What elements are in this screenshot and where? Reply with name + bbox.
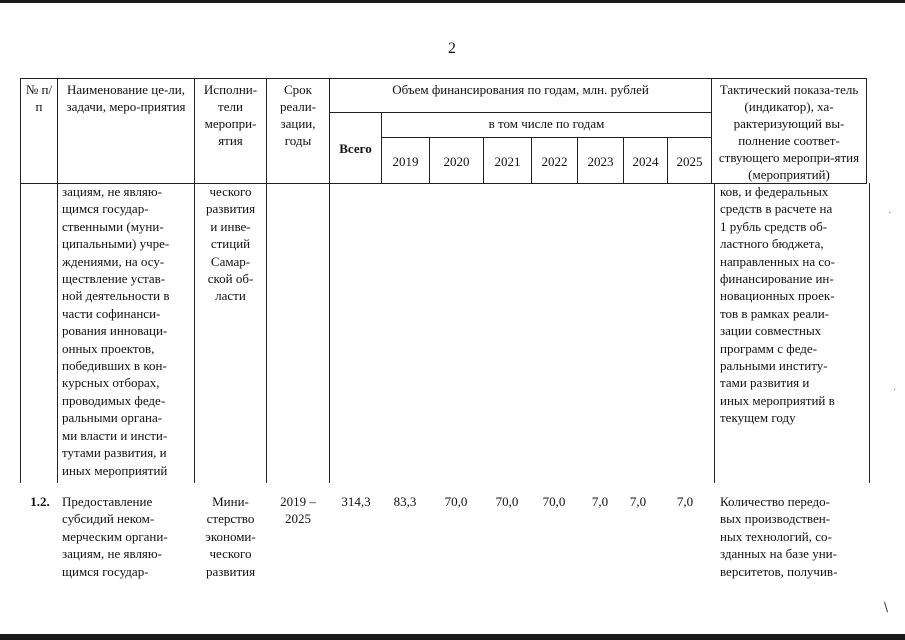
header-term: Срок реали-зации, годы — [267, 79, 330, 184]
header-year-2024: 2024 — [624, 138, 668, 184]
scan-speck: · — [893, 385, 897, 396]
header-year-2023: 2023 — [578, 138, 624, 184]
header-num: № п/п — [21, 79, 58, 184]
row-total-value: 314,3 — [341, 494, 371, 509]
scan-speck: ⸼ — [889, 203, 892, 214]
row-value-2024: 7,0 — [629, 494, 647, 509]
row-term-text: 2019 – 2025 — [280, 494, 316, 527]
header-year-2020: 2020 — [430, 138, 484, 184]
column-rule — [194, 183, 195, 483]
scan-top-edge — [0, 0, 905, 3]
header-year-2021: 2021 — [484, 138, 532, 184]
row-value-2022: 70,0 — [542, 494, 566, 509]
row-number: 1.2. — [30, 494, 50, 509]
row-value-2021: 70,0 — [495, 494, 519, 509]
row-value-2020: 70,0 — [444, 494, 468, 509]
row-name-text: Предоставление субсидий неком- мерческим органи- зациям, не являю- щимся государ- — [62, 494, 168, 579]
header-name: Наименование це-ли, задачи, меро-приятия — [58, 79, 195, 184]
continued-executor-text: ческого развития и инве- стиций Самар- ской об- ласти — [205, 184, 256, 304]
row-indicator-text: Количество передо- вых производствен- ных технологий, со- зданных на базе уни- верситетов, получив- — [720, 494, 838, 579]
header-indicator: Тактический показа-тель (индикатор), ха-рактеризующий вы-полнение соответ-ствующего меропри-ятия (мероприятий) — [712, 79, 867, 184]
header-funding: Объем финансирования по годам, млн. рублей — [330, 79, 712, 113]
column-rule — [20, 183, 21, 483]
continued-name-text: зациям, не являю- щимся государ- ственными (муни- ципальными) учре- ждениями, на осу- ществление устав- ной деятельности в части софинанси- рования инноваци- онных проектов, победивших в кон- курсных отборах, проводимых феде- ральными органа- ми власти и инсти- тутами развития, и иных мероприятий — [62, 184, 170, 478]
row-value-2023: 7,0 — [591, 494, 609, 509]
continued-indicator-text: ков, и федеральных средств в расчете на 1 рубль средств об- ластного бюджета, направленных на со- финансирование ин- новационных проек- тов в рамках реали- зации совместных программ с феде- ральными институ- тами развития и иных мероприятий в текущем году — [720, 184, 835, 426]
row-value-2025: 7,0 — [676, 494, 694, 509]
row-executor-text: Мини- стерство экономи- ческого развития — [205, 494, 256, 579]
column-rule — [869, 183, 870, 483]
header-executor: Исполни-тели меропри-ятия — [195, 79, 267, 184]
header-total: Всего — [330, 113, 382, 184]
header-by-year: в том числе по годам — [382, 113, 712, 138]
column-rule — [714, 183, 715, 483]
header-year-2019: 2019 — [382, 138, 430, 184]
header-year-2022: 2022 — [532, 138, 578, 184]
table-header — [20, 78, 867, 184]
column-rule — [57, 183, 58, 483]
row-value-2019: 83,3 — [393, 494, 417, 509]
column-rule — [329, 183, 330, 483]
column-rule — [266, 183, 267, 483]
page-number: 2 — [448, 40, 456, 57]
scan-bottom-edge — [0, 634, 905, 640]
header-year-2025: 2025 — [668, 138, 712, 184]
scan-speck: \ — [884, 600, 889, 614]
